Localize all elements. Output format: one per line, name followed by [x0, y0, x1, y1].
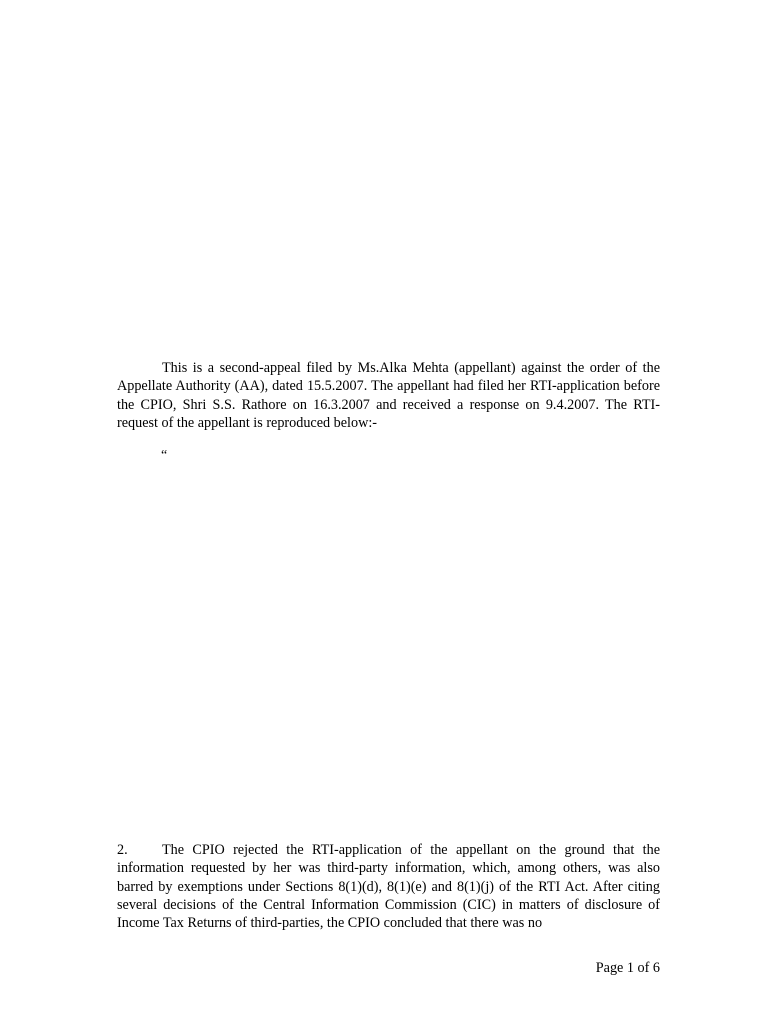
page-number: Page 1 of 6	[595, 960, 660, 976]
opening-quote-mark: “	[161, 448, 168, 463]
paragraph-2	[117, 841, 660, 932]
paragraph-intro: This is a second-appeal filed by Ms.Alka Mehta (appellant) against the order of the Appellate Authority (AA), dated 15.5.2007. The appellant had filed her RTI-application before the CPIO, Shri S.S. Rathore on 16.3.2007 and received a response on 9.4.2007. The RTI-request of the appellant is reproduced below:-	[117, 360, 660, 431]
paragraph-2-text: The CPIO rejected the RTI-application of the appellant on the ground that the information requested by her was third-party information, which, among others, was also barred by exemptions under Sections 8(1)(d), 8(1)(e) and 8(1)(j) of the RTI Act. After citing several decisions of the Central Information Commission (CIC) in matters of disclosure of Income Tax Returns of third-parties, the CPIO concluded that there was no	[117, 842, 660, 932]
paragraph-number: 2.	[117, 842, 128, 858]
